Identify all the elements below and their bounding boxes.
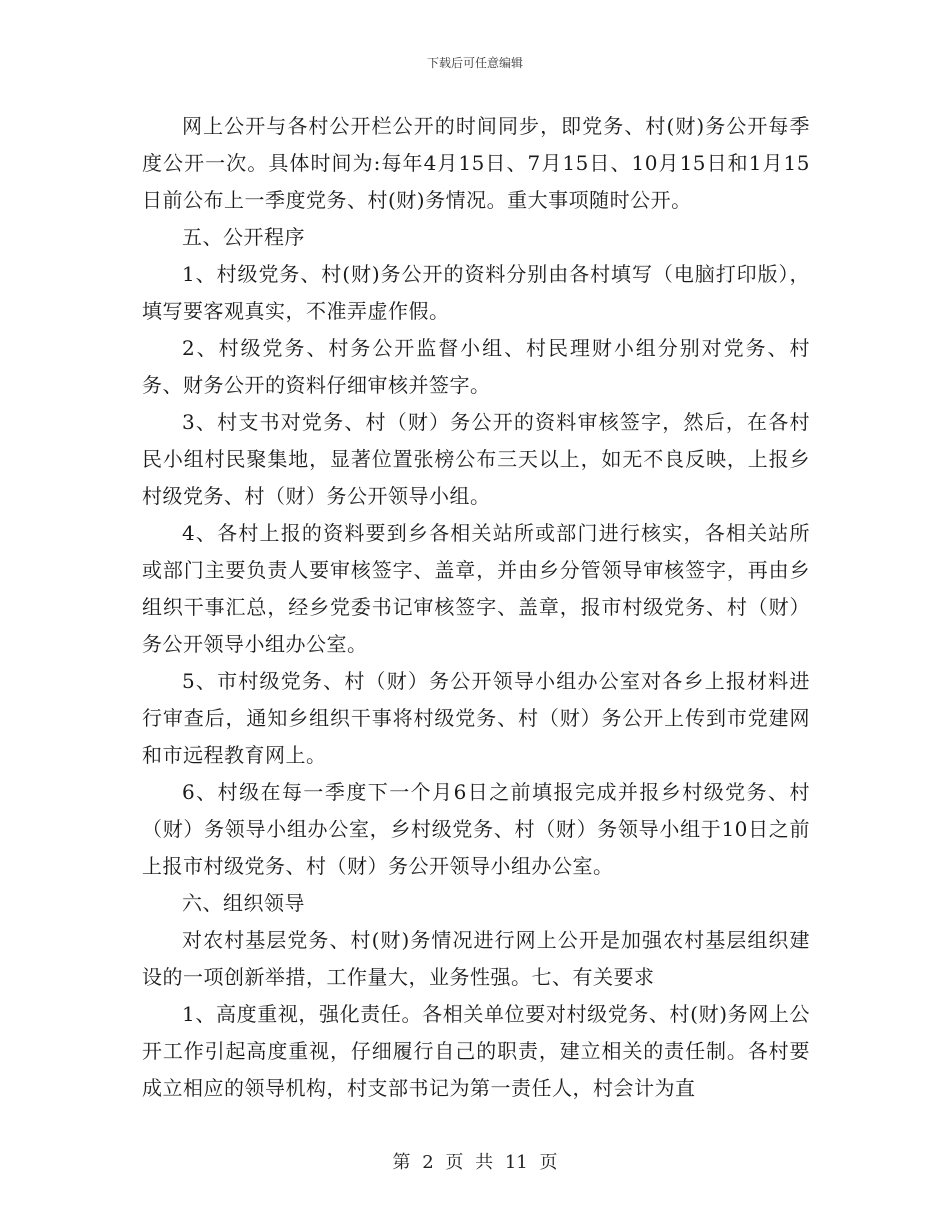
paragraph-leadership: 对农村基层党务、村(财)务情况进行网上公开是加强农村基层组织建设的一项创新举措，工作量大，业务性强。七、有关要求: [142, 928, 810, 989]
paragraph-publication-schedule: 网上公开与各村公开栏公开的时间同步，即党务、村(财)务公开每季度公开一次。具体时间为:每年4月15日、7月15日、10月15日和1月15日前公布上一季度党务、村(财)务情况。重大事项随时公开。: [142, 114, 810, 212]
procedure-item-1: 1、村级党务、村(财)务公开的资料分别由各村填写（电脑打印版），填写要客观真实，不准弄虚作假。: [142, 262, 810, 323]
procedure-item-6: 6、村级在每一季度下一个月6日之前填报完成并报乡村级党务、村（财）务领导小组办公室，乡村级党务、村（财）务领导小组于10日之前上报市村级党务、村（财）务公开领导小组办公室。: [142, 780, 810, 878]
document-body: [142, 108, 810, 1107]
section-heading-procedure: 五、公开程序: [182, 225, 305, 249]
section-heading-leadership: 六、组织领导: [182, 891, 305, 915]
procedure-item-3: 3、村支书对党务、村（财）务公开的资料审核签字，然后，在各村民小组村民聚集地，显著位置张榜公布三天以上，如无不良反映，上报乡村级党务、村（财）务公开领导小组。: [142, 410, 810, 508]
page-header-note: 下载后可任意编辑: [426, 56, 523, 70]
procedure-item-5: 5、市村级党务、村（财）务公开领导小组办公室对各乡上报材料进行审查后，通知乡组织干事将村级党务、村（财）务公开上传到市党建网和市远程教育网上。: [142, 669, 810, 767]
procedure-item-2: 2、村级党务、村务公开监督小组、村民理财小组分别对党务、村务、财务公开的资料仔细审核并签字。: [142, 336, 810, 397]
page-number-footer: 第 2 页 共 11 页: [392, 1152, 558, 1173]
requirement-item-1: 1、高度重视，强化责任。各相关单位要对村级党务、村(财)务网上公开工作引起高度重视，仔细履行自己的职责，建立相关的责任制。各村要成立相应的领导机构，村支部书记为第一责任人，村会计为直: [142, 1002, 810, 1100]
procedure-item-4: 4、各村上报的资料要到乡各相关站所或部门进行核实，各相关站所或部门主要负责人要审核签字、盖章，并由乡分管领导审核签字，再由乡组织干事汇总，经乡党委书记审核签字、盖章，报市村级党务、村（财）务公开领导小组办公室。: [142, 521, 810, 656]
